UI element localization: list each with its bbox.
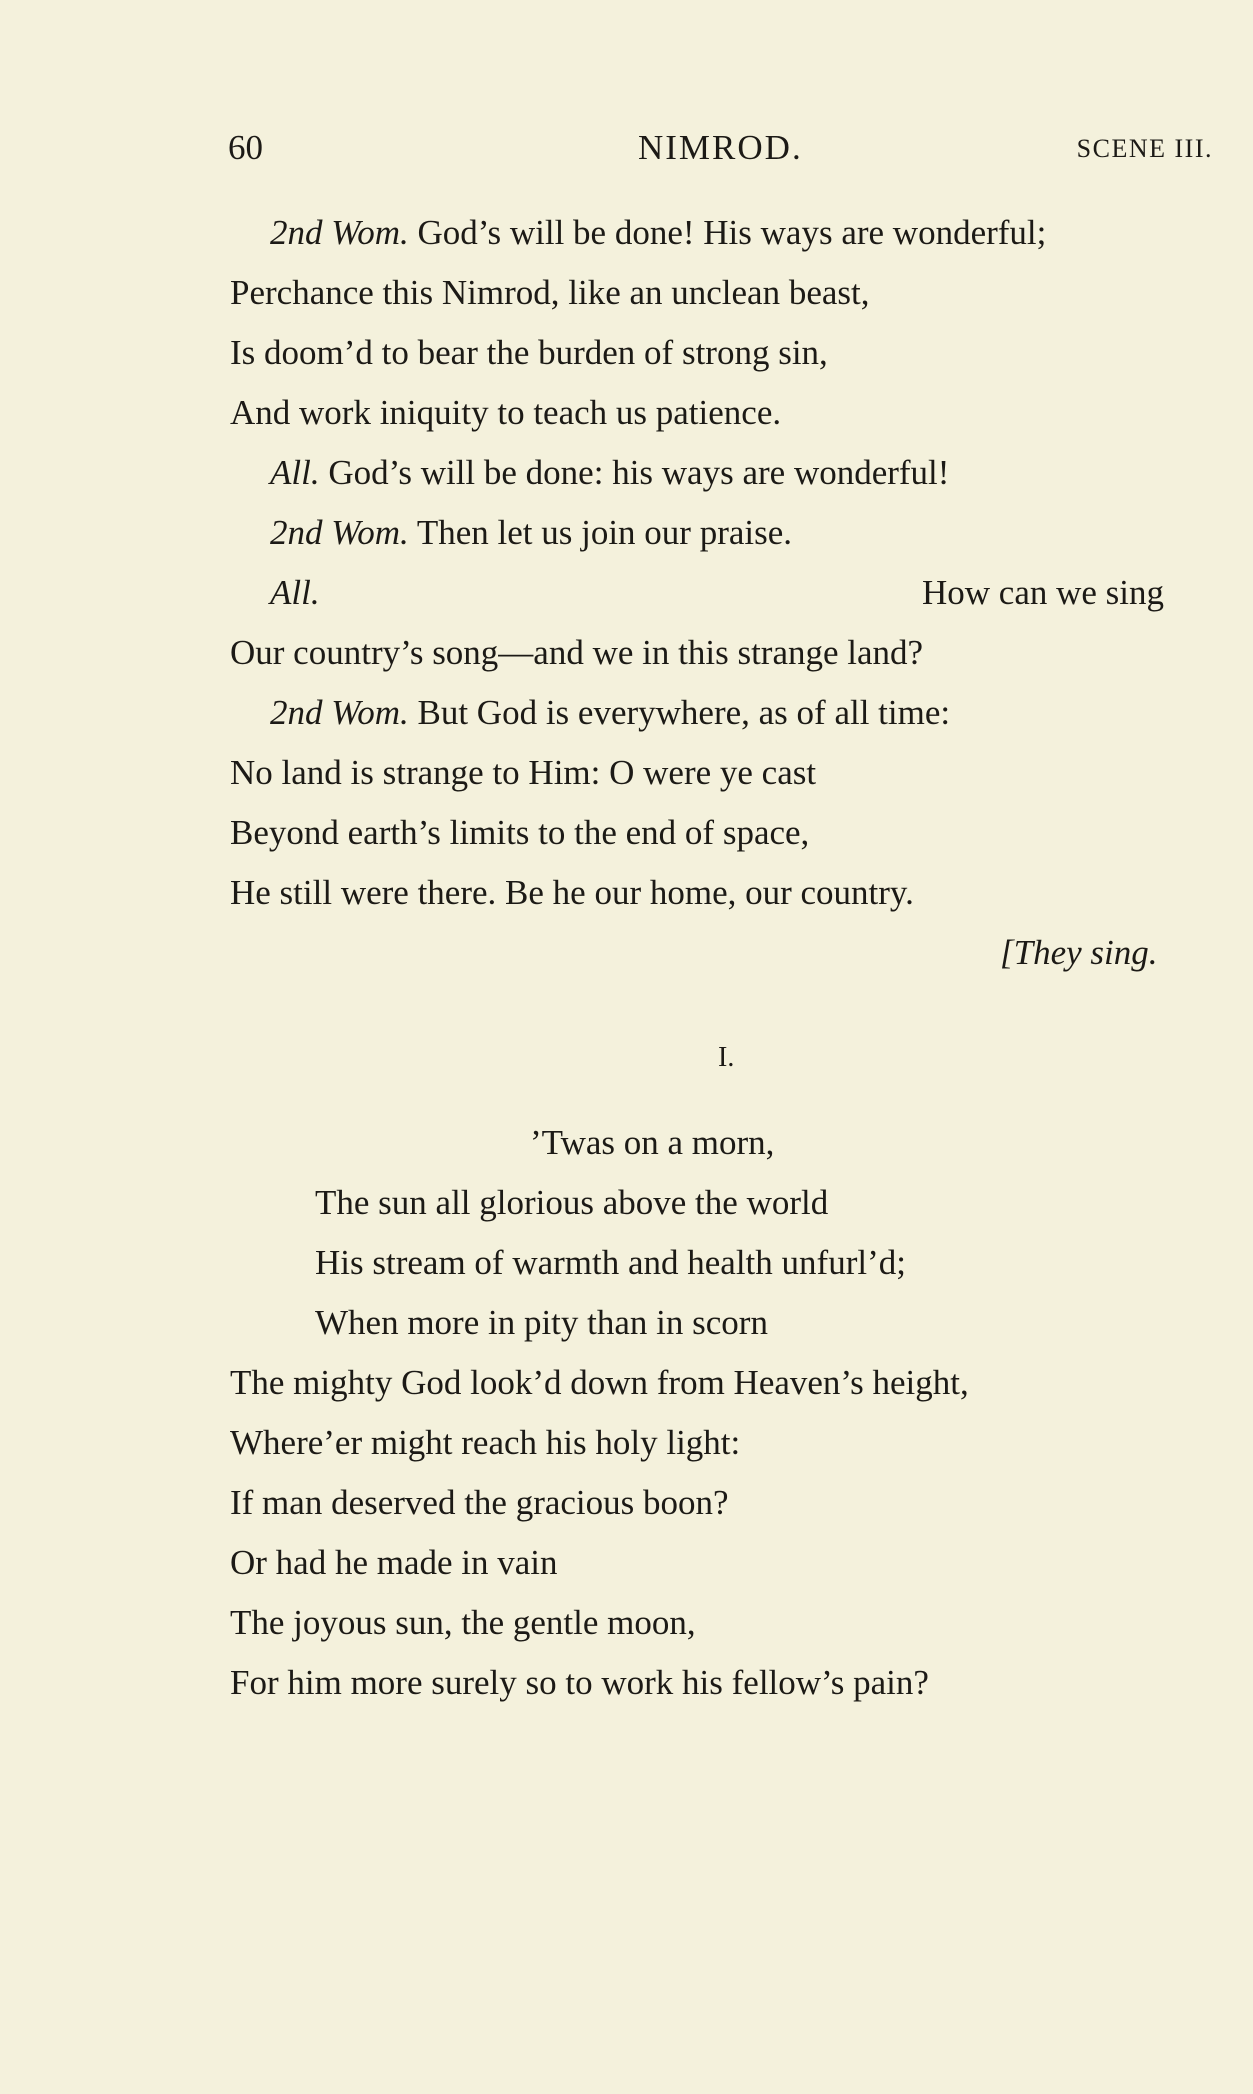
speaker-label: 2nd Wom. [270,213,409,252]
line-text: Then let us join our praise. [416,513,793,552]
song-line: His stream of warmth and health unfurl’d; [315,1243,906,1282]
speaker-label: 2nd Wom. [270,513,409,552]
stanza-number: I. [718,1042,735,1073]
dialogue-line [270,575,320,610]
running-title: NIMROD. [638,128,803,167]
song-line: For him more surely so to work his fellow’s pain? [230,1663,929,1702]
line-text: How can we sing [922,573,1165,612]
dialogue-line [230,635,923,670]
speaker-label: 2nd Wom. [270,693,409,732]
page-number: 60 [228,128,263,167]
scene-label: SCENE III. [1076,134,1213,163]
dialogue-line-continuation [922,575,1164,610]
line-text: But God is everywhere, as of all time: [417,693,951,732]
page-header [228,128,1213,178]
song-line: ’Twas on a morn, [530,1123,775,1162]
dialogue-line [270,515,792,550]
song-line: The joyous sun, the gentle moon, [230,1603,696,1642]
dialogue-line [270,455,949,490]
line-text: God’s will be done: his ways are wonderful! [328,453,950,492]
dialogue-line [270,215,1046,250]
line-text: God’s will be done! His ways are wonderful; [417,213,1047,252]
song-line: If man deserved the gracious boon? [230,1483,729,1522]
line-text: Is doom’d to bear the burden of strong sin, [230,333,828,372]
dialogue-line [230,815,809,850]
line-text: Perchance this Nimrod, like an unclean beast, [230,273,870,312]
dialogue-line [270,695,950,730]
line-text: Our country’s song—and we in this strange land? [230,633,924,672]
song-line: Where’er might reach his holy light: [230,1423,741,1462]
dialogue-line [230,395,781,430]
line-text: And work iniquity to teach us patience. [230,393,782,432]
speaker-label: All. [270,573,320,612]
stage-direction: [They sing. [1000,933,1158,972]
dialogue-line [230,335,828,370]
dialogue-line [230,875,914,910]
line-text: He still were there. Be he our home, our country. [230,873,914,912]
line-text: Beyond earth’s limits to the end of space, [230,813,810,852]
speaker-label: All. [270,453,320,492]
song-line: The sun all glorious above the world [315,1183,829,1222]
dialogue-line [230,755,816,790]
song-line: When more in pity than in scorn [315,1303,768,1342]
line-text: No land is strange to Him: O were ye cast [230,753,817,792]
song-line: Or had he made in vain [230,1543,558,1582]
song-line: The mighty God look’d down from Heaven’s height, [230,1363,969,1402]
dialogue-line [230,275,870,310]
